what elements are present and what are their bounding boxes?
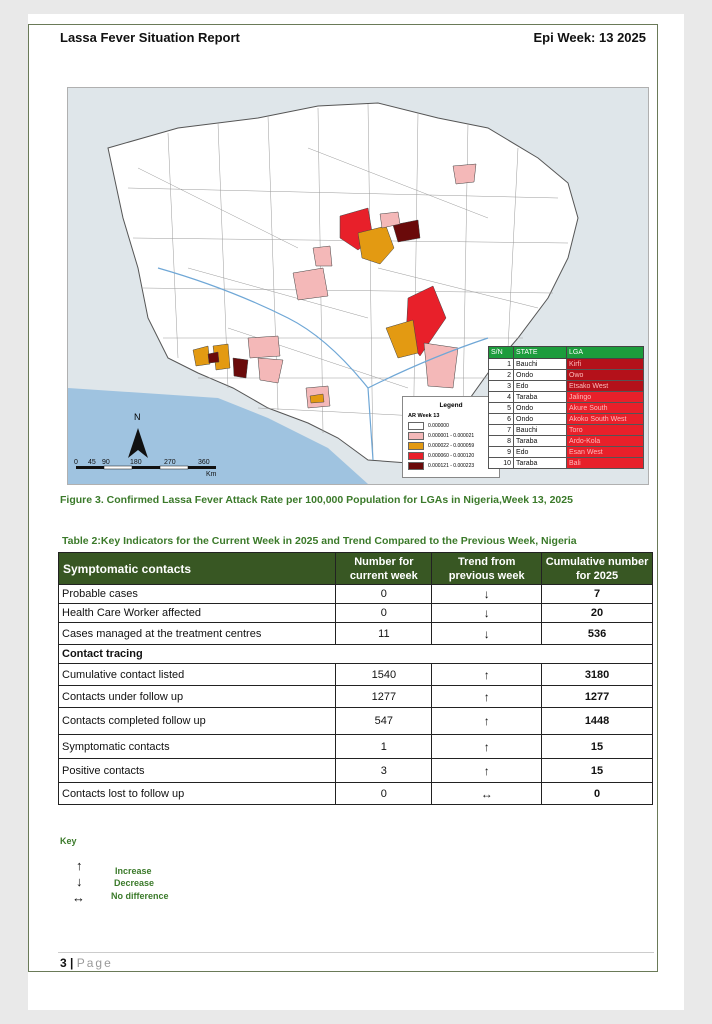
scale-bar: [76, 466, 216, 469]
key-increase-label: Increase: [115, 866, 152, 876]
table-row: Positive contacts 3 ↑ 15: [59, 759, 653, 783]
table-caption: Table 2:Key Indicators for the Current Week in 2025 and Trend Compared to the Previous Week, Nigeria: [62, 535, 577, 547]
arrow-up-icon: ↑: [483, 689, 490, 704]
scale-label: 180: [130, 459, 142, 466]
top-lga-table: [488, 346, 644, 469]
lga-row: 3 Edo Etsako West: [489, 381, 644, 392]
key-decrease-label: Decrease: [114, 878, 155, 888]
section-row: [59, 645, 653, 664]
arrow-up-icon: ↑: [483, 739, 490, 754]
table-row: Contacts completed follow up 547 ↑ 1448: [59, 708, 653, 735]
contact-tracing-heading: Contact tracing: [59, 645, 653, 664]
legend-item: 0.000001 - 0.000021: [408, 431, 499, 440]
table-row: Symptomatic contacts 1 ↑ 15: [59, 735, 653, 759]
lga-row: 5 Ondo Akure South: [489, 403, 644, 414]
page-word: Page: [76, 956, 113, 970]
scale-label: 0: [74, 459, 78, 466]
key-title: Key: [60, 836, 77, 846]
table-row: Cumulative contact listed 1540 ↑ 3180: [59, 664, 653, 686]
table-row: Contacts under follow up 1277 ↑ 1277: [59, 686, 653, 708]
arrow-down-icon: ↓: [483, 606, 490, 620]
lga-header-lga: LGA: [567, 347, 644, 359]
lga-header-state: STATE: [514, 347, 567, 359]
header-current-week: Number for current week: [336, 553, 432, 585]
table-row: Health Care Worker affected 0 ↓ 20: [59, 604, 653, 623]
lga-row: 10 Taraba Bali: [489, 458, 644, 469]
table-row: Cases managed at the treatment centres 11 ↓ 536: [59, 623, 653, 645]
scale-label: 90: [102, 459, 110, 466]
map-legend: [402, 396, 500, 478]
arrow-left-right-icon: ↔: [480, 786, 493, 801]
report-title: Lassa Fever Situation Report: [60, 30, 240, 45]
lga-row: 8 Taraba Ardo-Kola: [489, 436, 644, 447]
decrease-arrow-icon: ↓: [76, 874, 83, 889]
scale-label: 45: [88, 459, 96, 466]
figure-caption: Figure 3. Confirmed Lassa Fever Attack Rate per 100,000 Population for LGAs in Nigeria,Week 13, 2025: [60, 494, 573, 506]
key-indicators-table: [58, 552, 653, 805]
page-footer: [60, 956, 113, 970]
nigeria-attack-rate-map: [67, 87, 649, 485]
legend-item: 0.000060 - 0.000120: [408, 451, 499, 460]
lga-row: 9 Edo Esan West: [489, 447, 644, 458]
legend-item: 0.000022 - 0.000059: [408, 441, 499, 450]
lga-header-sn: S/N: [489, 347, 514, 359]
header-cumulative: Cumulative number for 2025: [542, 553, 653, 585]
legend-title: Legend: [439, 402, 463, 409]
legend-item: 0.000000: [408, 421, 499, 430]
arrow-up-icon: ↑: [483, 763, 490, 778]
footer-divider: [58, 952, 654, 953]
footer-separator: |: [70, 956, 74, 970]
header-trend: Trend from previous week: [432, 553, 542, 585]
arrow-up-icon: ↑: [483, 667, 490, 682]
lga-row: 4 Taraba Jalingo: [489, 392, 644, 403]
table-header-row: [59, 553, 653, 585]
table-row: Contacts lost to follow up 0 ↔ 0: [59, 783, 653, 805]
lga-row: 2 Ondo Owo: [489, 370, 644, 381]
page-number: 3: [60, 956, 67, 970]
arrow-down-icon: ↓: [483, 587, 490, 601]
increase-arrow-icon: ↑: [76, 858, 83, 873]
north-label: N: [134, 412, 141, 422]
lga-row: 6 Ondo Akoko South West: [489, 414, 644, 425]
table-row: Probable cases 0 ↓ 7: [59, 585, 653, 604]
header-symptomatic-contacts: Symptomatic contacts: [59, 553, 336, 585]
scale-unit: Km: [206, 471, 217, 478]
lga-row: 7 Bauchi Toro: [489, 425, 644, 436]
epi-week: Epi Week: 13 2025: [533, 30, 646, 45]
key-no-difference-label: No difference: [111, 891, 169, 901]
no-difference-arrow-icon: ↔: [72, 890, 85, 905]
scale-label: 270: [164, 459, 176, 466]
legend-item: 0.000121 - 0.000223: [408, 461, 499, 470]
arrow-down-icon: ↓: [483, 626, 490, 641]
arrow-up-icon: ↑: [483, 714, 490, 728]
lga-row: 1 Bauchi Kirfi: [489, 359, 644, 370]
scale-label: 360: [198, 459, 210, 466]
legend-subtitle: AR Week 13: [408, 413, 440, 419]
